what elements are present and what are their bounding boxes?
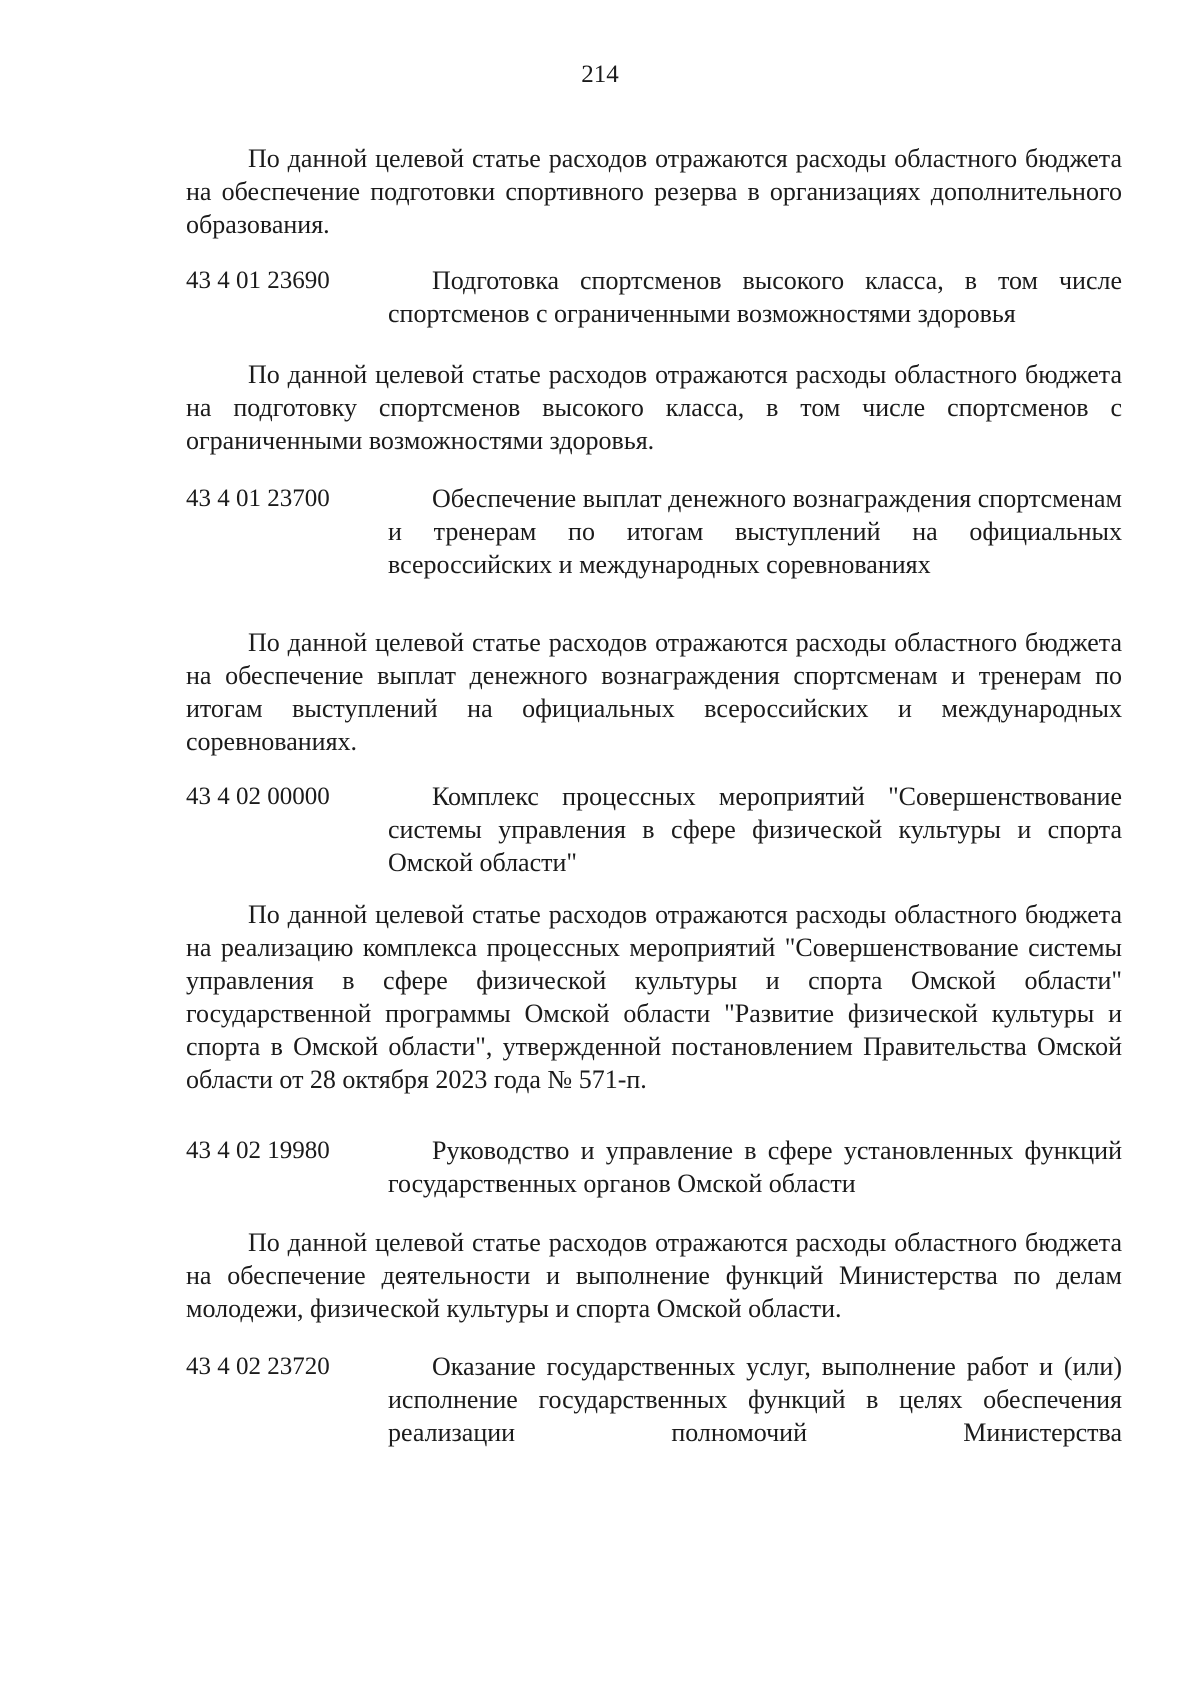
budget-entry-23690 — [186, 264, 1122, 330]
entry-title: Комплекс процессных мероприятий "Совершенствование системы управления в сфере физической культуры и спорта Омской области" — [388, 782, 1122, 877]
paragraph-3: По данной целевой статье расходов отражаются расходы областного бюджета на обеспечение выплат денежного вознаграждения спортсменам и тренерам по итогам выступлений на официальных всероссийских и международных соревнованиях. — [186, 628, 1122, 756]
paragraph-2: По данной целевой статье расходов отражаются расходы областного бюджета на подготовку спортсменов высокого класса, в том числе спортсменов с ограниченными возможностями здоровья. — [186, 360, 1122, 455]
budget-entry-23720 — [186, 1350, 1122, 1449]
entry-code: 43 4 01 23690 — [186, 267, 330, 294]
entry-code: 43 4 01 23700 — [186, 485, 330, 512]
entry-title: Руководство и управление в сфере установленных функций государственных органов Омской области — [388, 1136, 1122, 1198]
paragraph-5: По данной целевой статье расходов отражаются расходы областного бюджета на обеспечение деятельности и выполнение функций Министерства по делам молодежи, физической культуры и спорта Омской области. — [186, 1228, 1122, 1323]
entry-title: Обеспечение выплат денежного вознаграждения спортсменам и тренерам по итогам выступлений на официальных всероссийских и международных соревнованиях — [388, 484, 1122, 579]
entry-title: Оказание государственных услуг, выполнение работ и (или) исполнение государственных функций в целях обеспечения реализации полномочий Министерства — [388, 1352, 1122, 1447]
budget-entry-19980 — [186, 1134, 1122, 1200]
budget-entry-23700 — [186, 482, 1122, 581]
page-number: 214 — [581, 61, 619, 88]
entry-code: 43 4 02 23720 — [186, 1353, 330, 1380]
entry-code: 43 4 02 19980 — [186, 1137, 330, 1164]
paragraph-4: По данной целевой статье расходов отражаются расходы областного бюджета на реализацию комплекса процессных мероприятий "Совершенствование системы управления в сфере физической культуры и спорта Омской области" государственной программы Омской области "Развитие физической культуры и спорта в Омской области", утвержденной постановлением Правительства Омской области от 28 октября 2023 года № 571-п. — [186, 900, 1122, 1094]
entry-title: Подготовка спортсменов высокого класса, в том числе спортсменов с ограниченными возможностями здоровья — [388, 266, 1122, 328]
entry-code: 43 4 02 00000 — [186, 783, 330, 810]
budget-entry-00000 — [186, 780, 1122, 879]
paragraph-1: По данной целевой статье расходов отражаются расходы областного бюджета на обеспечение подготовки спортивного резерва в организациях дополнительного образования. — [186, 144, 1122, 239]
